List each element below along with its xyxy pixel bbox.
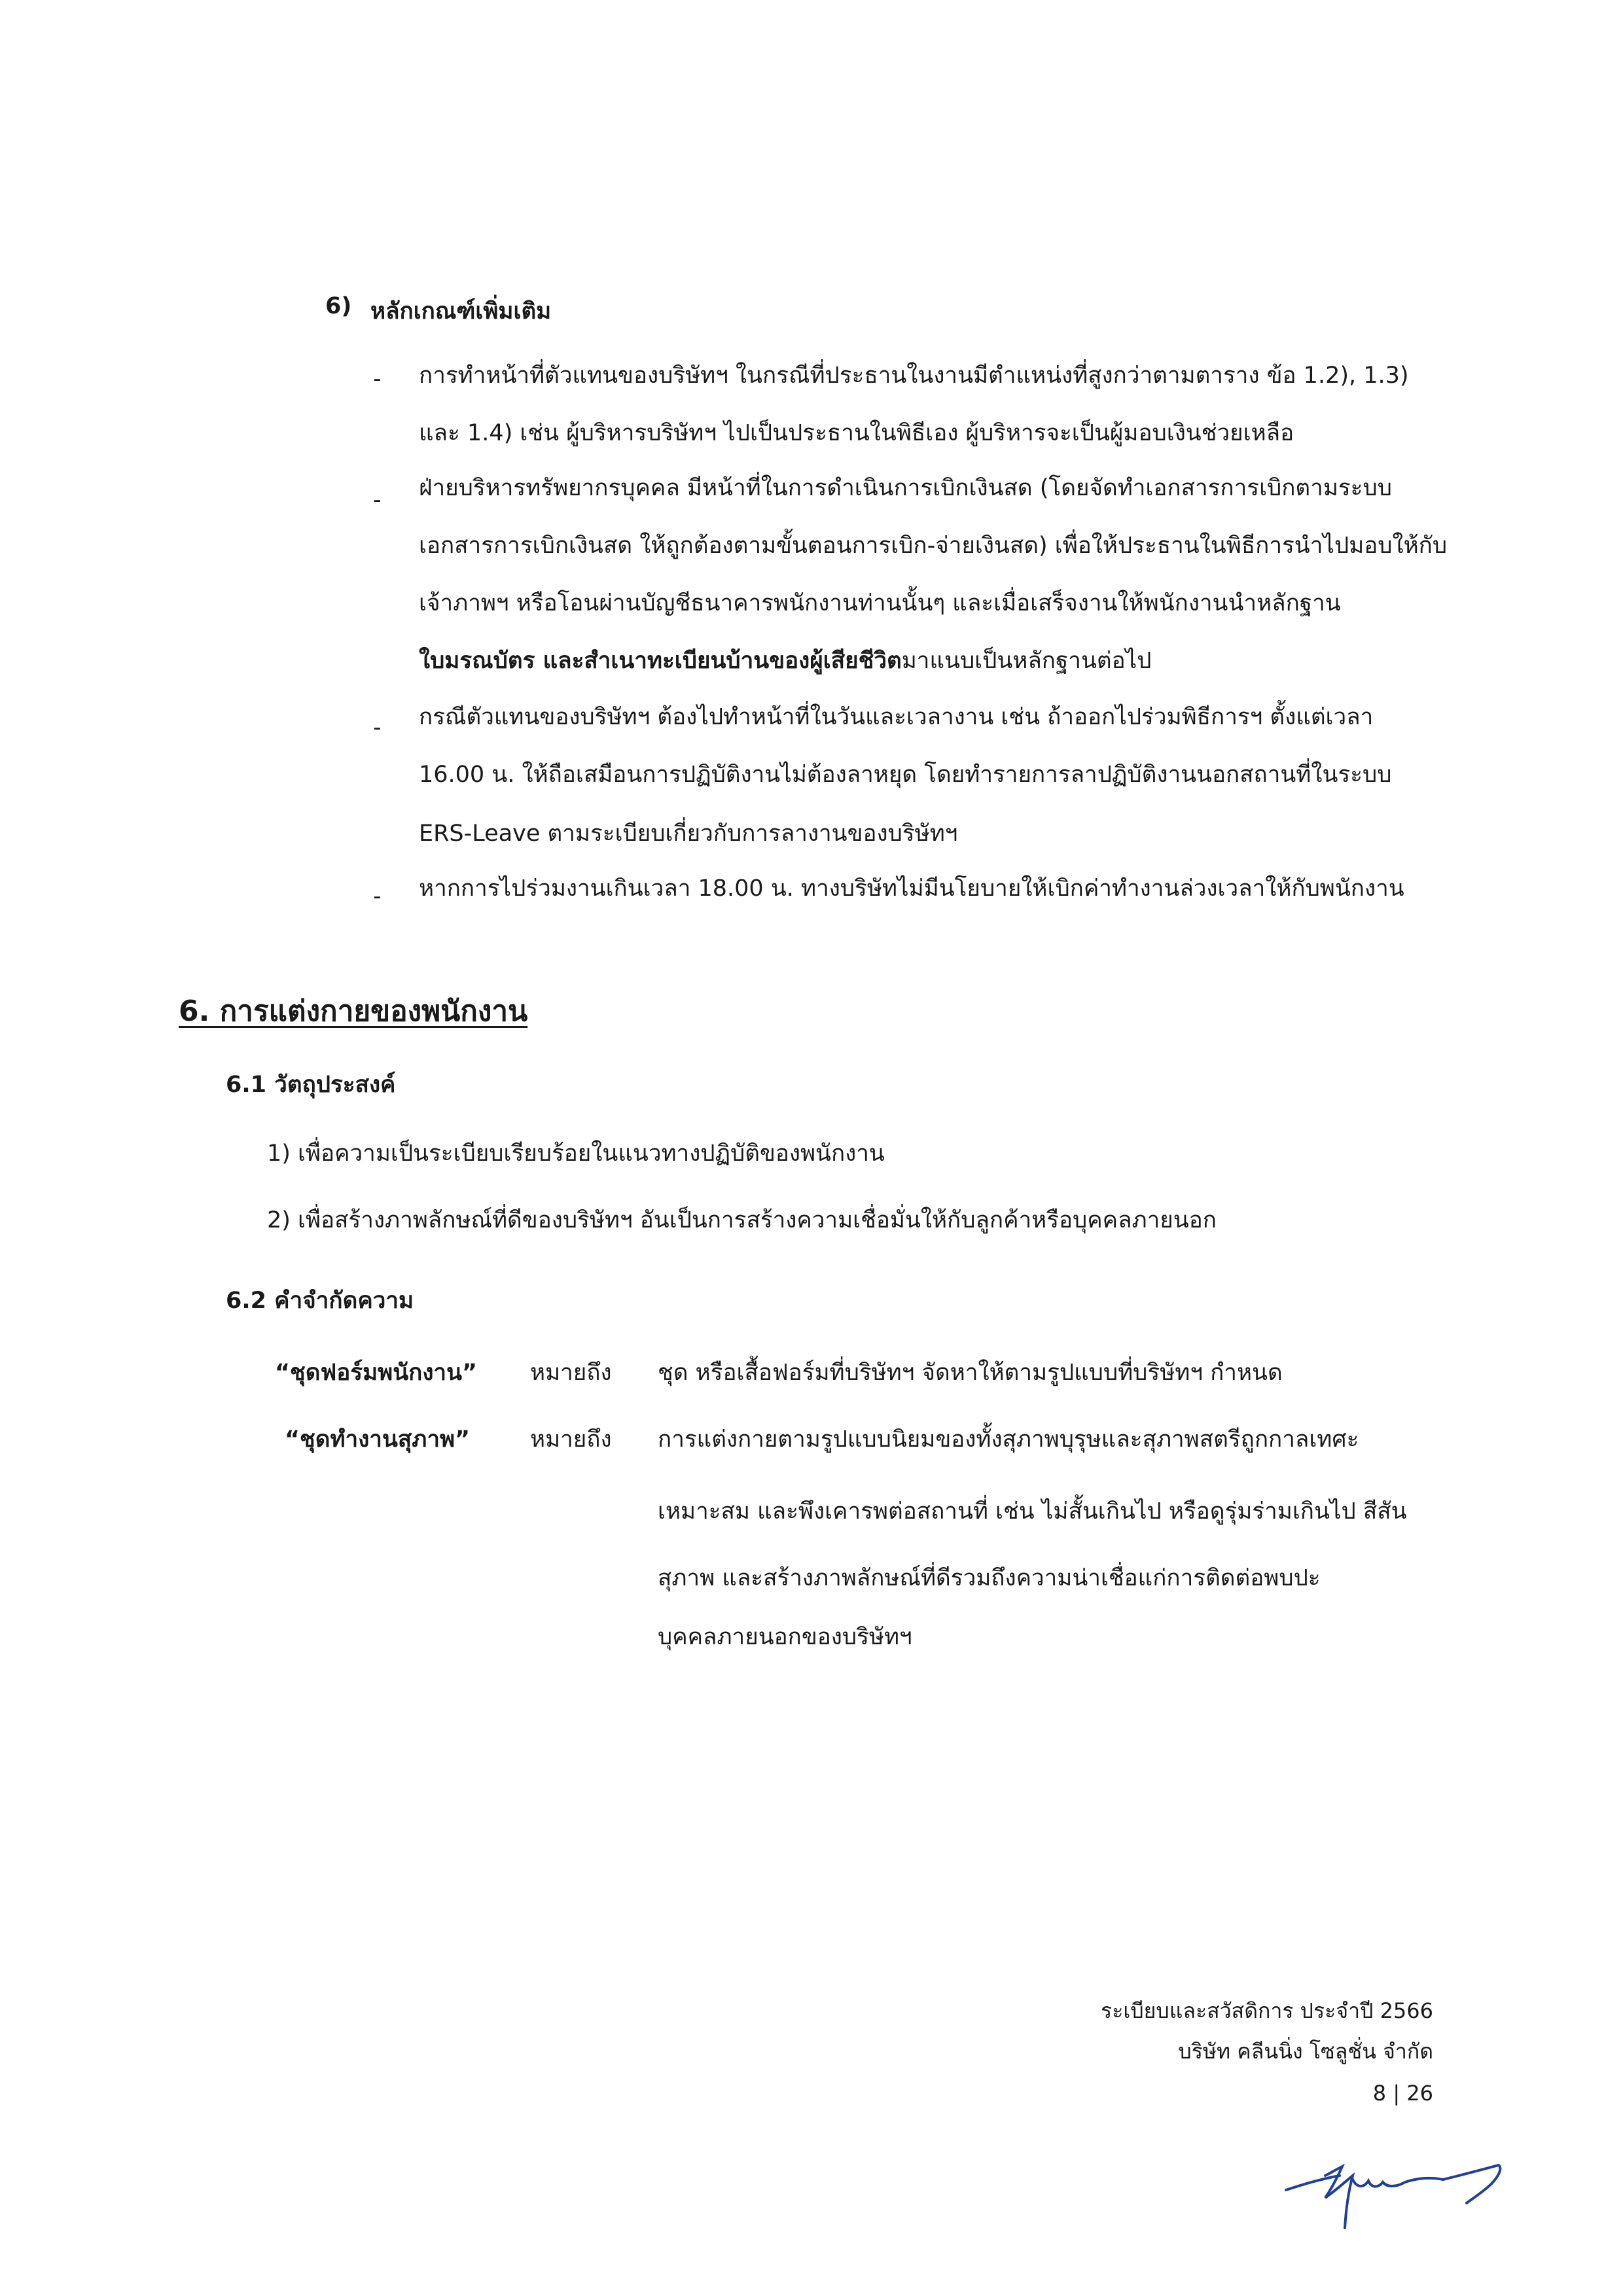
footer-regulation-year: ระเบียบและสวัสดิการ ประจำปี 2566 [1101,1998,1433,2023]
bullet-1-line-2: และ 1.4) เช่น ผู้บริหารบริษัทฯ ไปเป็นประธานในพิธีเอง ผู้บริหารจะเป็นผู้มอบเงินช่วยเหลือ [419,420,1294,446]
bullet-marker: - [373,883,382,910]
definition-polite-line-1: การแต่งกายตามรูปแบบนิยมของทั้งสุภาพบุรุษและสุภาพสตรีถูกกาลเทศะ [658,1426,1359,1453]
bullet-2-line-2: เอกสารการเบิกเงินสด ให้ถูกต้องตามขั้นตอนการเบิก-จ่ายเงินสด) เพื่อให้ประธานในพิธีการนำไปมอบให้กับ [419,533,1448,559]
definitions-title: 6.2 คำจำกัดความ [226,1288,414,1314]
definition-term-polite-attire: “ชุดทำงานสุภาพ” [285,1426,471,1453]
rules-number: 6) [325,293,352,319]
dress-section-heading: 6. การแต่งกายของพนักงาน [179,995,528,1028]
bullet-2-line-1: ฝ่ายบริหารทรัพยากรบุคคล มีหน้าที่ในการดำเนินการเบิกเงินสด (โดยจัดทำเอกสารการเบิกตามระบบ [419,475,1392,501]
definition-polite-line-2: เหมาะสม และพึงเคารพต่อสถานที่ เช่น ไม่สั้นเกินไป หรือดูรุ่มร่ามเกินไป สีสัน [658,1498,1407,1525]
objective-title: 6.1 วัตถุประสงค์ [226,1072,396,1098]
definition-polite-line-3: สุภาพ และสร้างภาพลักษณ์ที่ดีรวมถึงความน่าเชื่อแก่การติดต่อพบปะ [658,1565,1321,1591]
definition-polite-line-4: บุคคลภายนอกของบริษัทฯ [658,1624,912,1650]
definition-term-uniform: “ชุดฟอร์มพนักงาน” [275,1360,478,1386]
bullet-marker: - [373,366,382,392]
signature-image [1279,2149,1528,2234]
death-documents-rest: มาแนบเป็นหลักฐานต่อไป [901,648,1152,674]
bullet-1-line-1: การทำหน้าที่ตัวแทนของบริษัทฯ ในกรณีที่ประธานในงานมีตำแหน่งที่สูงกว่าตามตาราง ข้อ 1.2), 1.3) [419,362,1409,389]
bullet-3-line-3: ERS-Leave ตามระเบียบเกี่ยวกับการลางานของบริษัทฯ [419,821,958,847]
objective-item-2: 2) เพื่อสร้างภาพลักษณ์ที่ดีของบริษัทฯ อันเป็นการสร้างความเชื่อมั่นให้กับลูกค้าหรือบุคคลภายนอก [267,1207,1217,1233]
rules-title: หลักเกณฑ์เพิ่มเติม [370,298,552,325]
footer-company-name: บริษัท คลีนนิ่ง โซลูชั่น จำกัด [1178,2039,1433,2064]
definition-means: หมายถึง [530,1426,612,1453]
bullet-4-line-1: หากการไปร่วมงานเกินเวลา 18.00 น. ทางบริษัทไม่มีนโยบายให้เบิกค่าทำงานล่วงเวลาให้กับพนักงาน [419,875,1404,902]
bullet-marker: - [373,715,382,741]
bullet-2-line-3: เจ้าภาพฯ หรือโอนผ่านบัญชีธนาคารพนักงานท่านนั้นๆ และเมื่อเสร็จงานให้พนักงานนำหลักฐาน [419,590,1341,616]
footer-page-number: 8 | 26 [1372,2081,1433,2106]
definition-uniform-text: ชุด หรือเสื้อฟอร์มที่บริษัทฯ จัดหาให้ตามรูปแบบที่บริษัทฯ กำหนด [658,1360,1283,1386]
objective-item-1: 1) เพื่อความเป็นระเบียบเรียบร้อยในแนวทางปฏิบัติของพนักงาน [267,1140,885,1167]
bullet-2-line-4 [419,643,1151,679]
bullet-3-line-1: กรณีตัวแทนของบริษัทฯ ต้องไปทำหน้าที่ในวันและเวลางาน เช่น ถ้าออกไปร่วมพิธีการฯ ตั้งแต่เวลา [419,704,1374,730]
bullet-marker: - [373,487,382,513]
bullet-3-line-2: 16.00 น. ให้ถือเสมือนการปฏิบัติงานไม่ต้องลาหยุด โดยทำรายการลาปฏิบัติงานนอกสถานที่ในระบบ [419,762,1392,788]
death-documents-bold: ใบมรณบัตร และสำเนาทะเบียนบ้านของผู้เสียชีวิต [419,648,902,674]
definition-means: หมายถึง [530,1360,612,1386]
